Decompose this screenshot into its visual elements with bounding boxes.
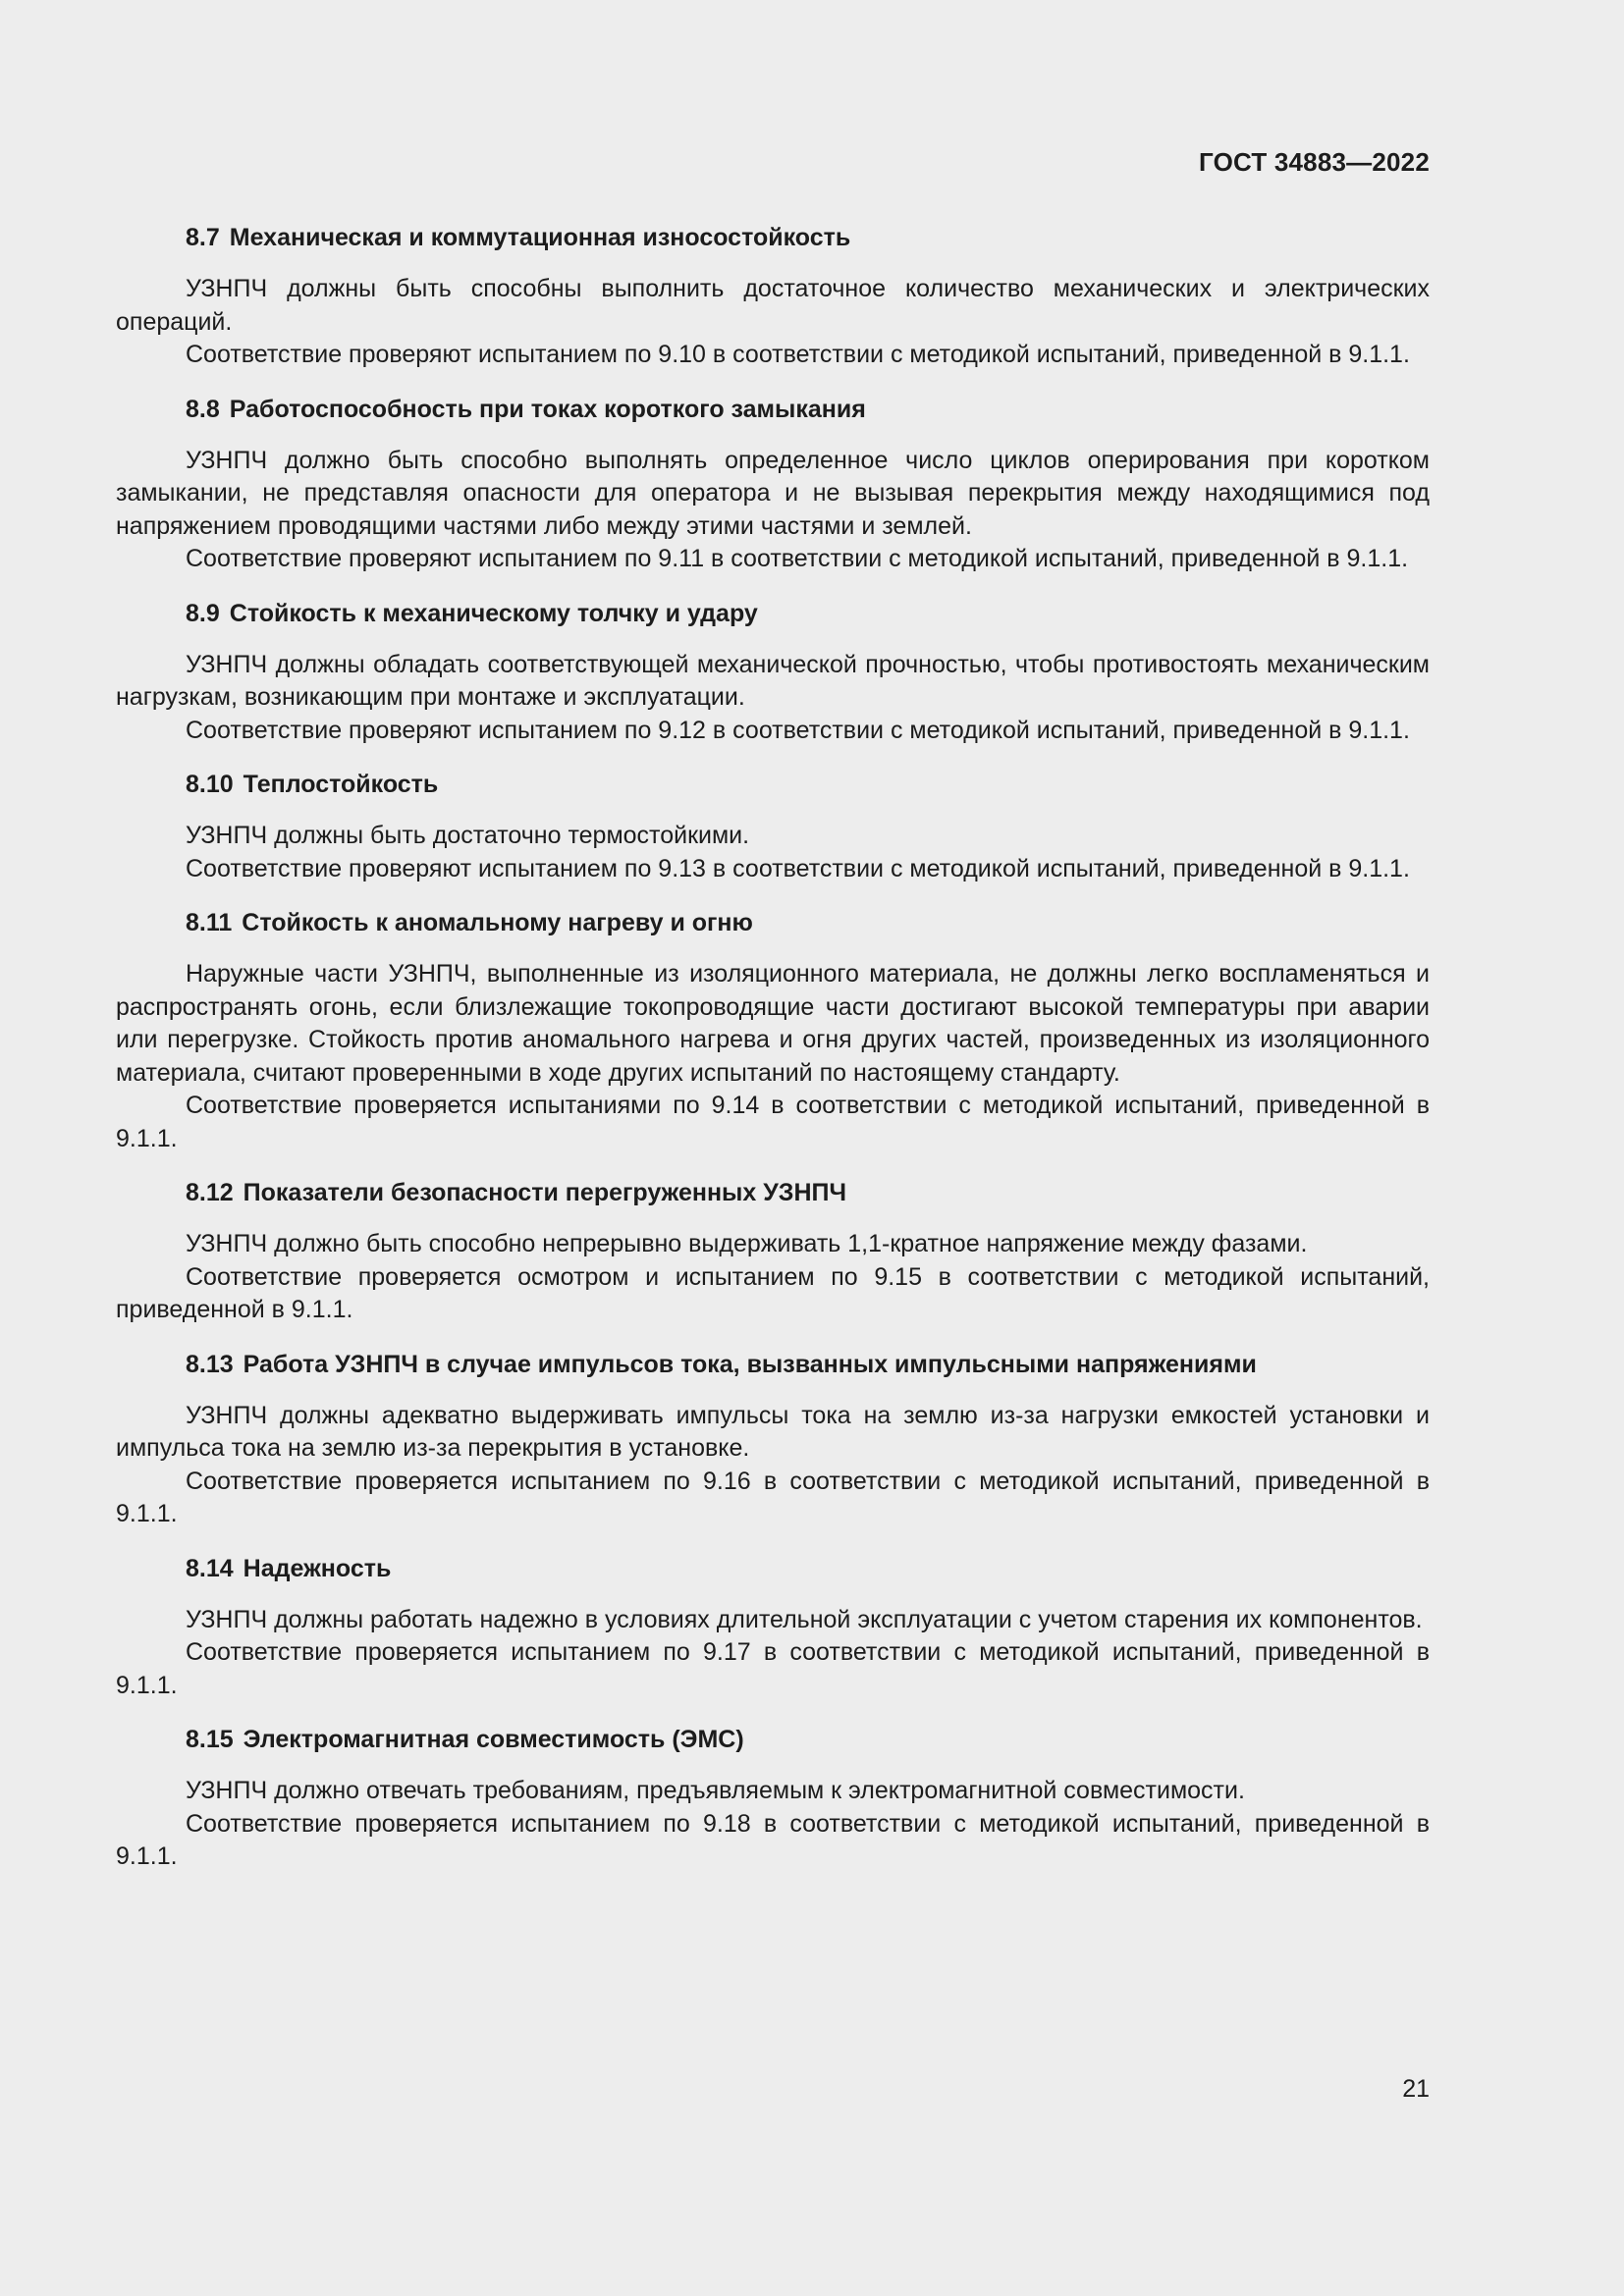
paragraph: УЗНПЧ должны работать надежно в условиях длительной эксплуатации с учетом старения их компонентов. [186, 1605, 1423, 1633]
section-number: 8.7 [186, 224, 220, 251]
paragraph: УЗНПЧ должно быть способно непрерывно выдерживать 1,1-кратное напряжение между фазами. [186, 1230, 1308, 1257]
section-number: 8.10 [186, 771, 234, 798]
section-8-14 [116, 1553, 1430, 1703]
section-title: Теплостойкость [243, 771, 439, 798]
section-title: Стойкость к механическому толчку и удару [229, 599, 758, 627]
document-code: ГОСТ 34883—2022 [1199, 147, 1430, 177]
paragraph: УЗНПЧ должны быть достаточно термостойкими. [186, 822, 750, 849]
section-8-11 [116, 907, 1430, 1155]
section-title: Стойкость к аномальному нагреву и огню [242, 909, 753, 936]
paragraph: Соответствие проверяется испытанием по 9.17 в соответствии с методикой испытаний, приведенной в 9.1.1. [116, 1638, 1430, 1699]
section-title: Показатели безопасности перегруженных УЗНПЧ [243, 1179, 847, 1206]
section-heading [116, 394, 1430, 426]
section-title: Механическая и коммутационная износостойкость [229, 224, 851, 251]
section-number: 8.11 [186, 909, 233, 936]
section-number: 8.14 [186, 1554, 234, 1582]
section-8-12 [116, 1177, 1430, 1327]
paragraph: УЗНПЧ должно отвечать требованиям, предъявляемым к электромагнитной совместимости. [186, 1777, 1245, 1804]
section-heading [116, 598, 1430, 630]
document-body [116, 222, 1430, 1874]
paragraph: Соответствие проверяют испытанием по 9.10 в соответствии с методикой испытаний, приведенной в 9.1.1. [186, 341, 1410, 368]
section-number: 8.12 [186, 1179, 234, 1206]
paragraph: УЗНПЧ должны адекватно выдерживать импульсы тока на землю из-за нагрузки емкостей установки и импульса тока на землю из-за перекрытия в установке. [116, 1401, 1430, 1462]
section-8-13 [116, 1349, 1430, 1531]
section-title: Электромагнитная совместимость (ЭМС) [243, 1726, 744, 1753]
section-number: 8.13 [186, 1350, 234, 1378]
paragraph: Соответствие проверяют испытанием по 9.12 в соответствии с методикой испытаний, приведенной в 9.1.1. [186, 716, 1410, 744]
paragraph: УЗНПЧ должны быть способны выполнить достаточное количество механических и электрических операций. [116, 275, 1430, 336]
section-heading [116, 1349, 1430, 1381]
section-heading [116, 1553, 1430, 1585]
section-8-7 [116, 222, 1430, 372]
paragraph: УЗНПЧ должно быть способно выполнять определенное число циклов оперирования при коротком замыкании, не представляя опасности для оператора и не вызывая перекрытия между находящимися под напряжением проводящими частями либо между этими частями и землей. [116, 446, 1430, 540]
paragraph: УЗНПЧ должны обладать соответствующей механической прочностью, чтобы противостоять механическим нагрузкам, возникающим при монтаже и эксплуатации. [116, 650, 1430, 711]
section-number: 8.15 [186, 1726, 234, 1753]
paragraph: Соответствие проверяют испытанием по 9.11 в соответствии с методикой испытаний, приведенной в 9.1.1. [186, 545, 1409, 572]
section-heading [116, 769, 1430, 801]
section-8-9 [116, 598, 1430, 748]
paragraph: Соответствие проверяется осмотром и испытанием по 9.15 в соответствии с методикой испытаний, приведенной в 9.1.1. [116, 1262, 1430, 1323]
paragraph: Наружные части УЗНПЧ, выполненные из изоляционного материала, не должны легко воспламеняться и распространять огонь, если близлежащие токопроводящие части достигают высокой температуры при аварии или перегрузке. Стойкость против аномального нагрева и огня других частей, произведенных из изоляционного материала, считают проверенными в ходе других испытаний по настоящему стандарту. [116, 960, 1430, 1087]
section-heading [116, 907, 1430, 939]
paragraph: Соответствие проверяется испытанием по 9.18 в соответствии с методикой испытаний, приведенной в 9.1.1. [116, 1809, 1430, 1870]
section-heading [116, 1177, 1430, 1209]
section-title: Надежность [243, 1554, 392, 1582]
section-8-15 [116, 1724, 1430, 1874]
section-heading [116, 1724, 1430, 1756]
section-title: Работоспособность при токах короткого замыкания [229, 395, 866, 423]
section-title: Работа УЗНПЧ в случае импульсов тока, вызванных импульсными напряжениями [243, 1350, 1257, 1378]
paragraph: Соответствие проверяют испытанием по 9.13 в соответствии с методикой испытаний, приведенной в 9.1.1. [186, 854, 1410, 882]
paragraph: Соответствие проверяется испытаниями по 9.14 в соответствии с методикой испытаний, приведенной в 9.1.1. [116, 1092, 1430, 1152]
section-heading [116, 222, 1430, 254]
paragraph: Соответствие проверяется испытанием по 9.16 в соответствии с методикой испытаний, приведенной в 9.1.1. [116, 1467, 1430, 1527]
section-number: 8.9 [186, 599, 220, 627]
page-number: 21 [1402, 2075, 1430, 2103]
section-8-8 [116, 394, 1430, 576]
section-8-10 [116, 769, 1430, 885]
section-number: 8.8 [186, 395, 220, 423]
